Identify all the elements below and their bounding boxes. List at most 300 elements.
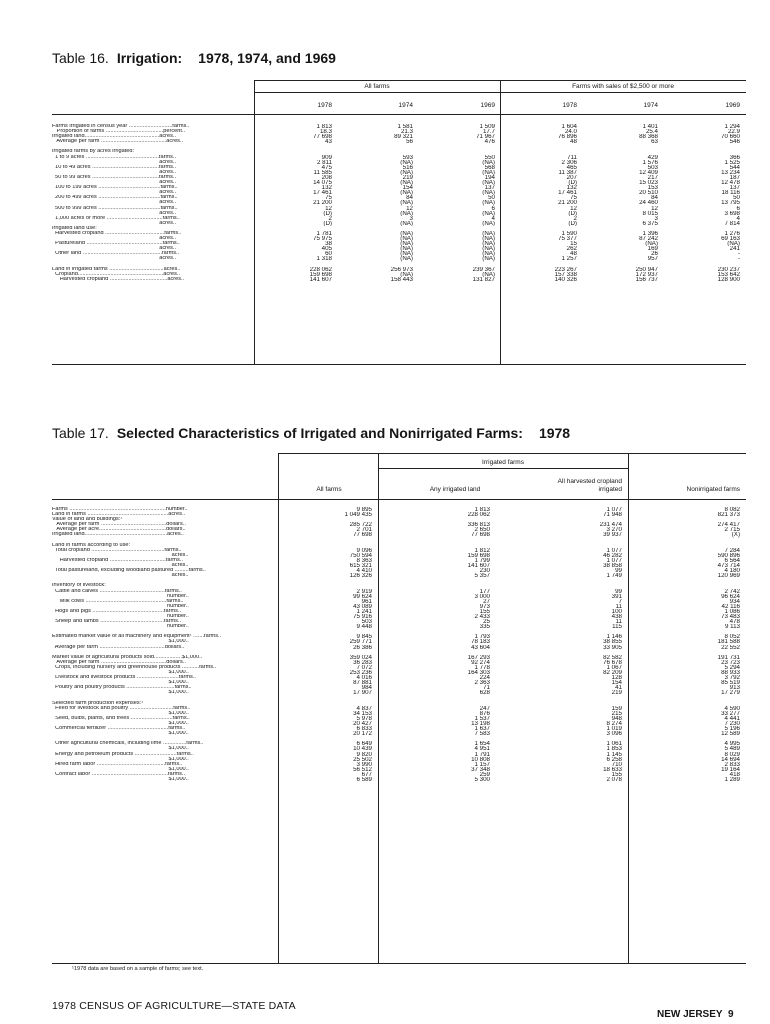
table17-cell: 96 624 bbox=[721, 593, 740, 599]
table16-cell: 153 bbox=[647, 185, 658, 191]
table16-cell: 11 387 bbox=[558, 169, 577, 175]
table17-cell: 3 096 bbox=[606, 731, 622, 737]
table16-cell: 159 698 bbox=[309, 271, 332, 277]
table17-cell: 1 289 bbox=[724, 776, 740, 783]
table17-cell: 2 715 bbox=[724, 527, 740, 533]
table17-cell: 7 230 bbox=[724, 720, 740, 727]
table17-row-label: Average per acre...........................................dollars.. bbox=[52, 527, 186, 533]
table16-col-1974-sales bbox=[598, 124, 658, 282]
table17-cell: 6 258 bbox=[606, 756, 622, 762]
table16-cell: 169 bbox=[647, 246, 658, 252]
table16-cell: 194 bbox=[484, 174, 495, 181]
table16-cell: 405 bbox=[321, 246, 332, 252]
table17-cell: 87 881 bbox=[353, 680, 372, 686]
table17-header-rule bbox=[52, 499, 746, 500]
table16-cell: 208 bbox=[321, 174, 332, 181]
table16-cell: 11 585 bbox=[313, 169, 332, 175]
table16-cell: 1 276 bbox=[724, 230, 740, 237]
table16-row-label: Farms irrigated in census year ............................farms.. bbox=[52, 124, 190, 129]
table16-row-label: Land in irrigated farms ...................................acres.. bbox=[52, 266, 181, 272]
table16-cell: 17.7 bbox=[482, 129, 495, 135]
table17-cell: 41 bbox=[615, 685, 622, 691]
table17-cell: 8 363 bbox=[356, 557, 372, 564]
table17-col-harvested-irrigated bbox=[562, 507, 622, 782]
table17-col-nonirrigated: Nonirrigated farms bbox=[686, 486, 740, 493]
table16-cell: 3 bbox=[654, 215, 658, 221]
table16-cell: 2 811 bbox=[316, 159, 332, 165]
table17-cell: 984 bbox=[361, 685, 372, 691]
table17-cell: 1 749 bbox=[606, 573, 622, 579]
table16-cell: 12 409 bbox=[639, 169, 658, 175]
table16-cell: 239 367 bbox=[472, 266, 495, 272]
table17-row-label: $1,000.. bbox=[52, 766, 189, 772]
table17-divider bbox=[628, 453, 629, 963]
table17-name: Selected Characteristics of Irrigated and Nonirrigated Farms: bbox=[116, 425, 523, 441]
table17-cell: 25 bbox=[483, 619, 490, 625]
table17-col-harvested: All harvested cropland irrigated bbox=[557, 478, 622, 493]
table17-cell: 590 896 bbox=[717, 552, 740, 558]
table17-cell: 438 bbox=[611, 613, 622, 620]
table17-cell: 7 072 bbox=[356, 664, 372, 670]
table17-cell: 4 951 bbox=[474, 746, 490, 752]
table17-row-label: Contract labor .................................................farms.. bbox=[52, 771, 186, 777]
table17-cell: 82 209 bbox=[603, 670, 622, 676]
table16-cell: 14 075 bbox=[313, 180, 332, 186]
table17-label: Table 17. bbox=[52, 425, 109, 441]
table17-cell: 7 583 bbox=[474, 731, 490, 737]
table16-cell: 156 737 bbox=[635, 276, 658, 282]
table16-cell: (NA) bbox=[482, 271, 495, 277]
table17-cell: 5 294 bbox=[724, 664, 740, 670]
table17-cell: 78 183 bbox=[471, 639, 490, 645]
table17-row-label: number.. bbox=[52, 593, 189, 599]
table17-cell: 92 274 bbox=[471, 659, 490, 665]
table16-cell: 711 bbox=[567, 154, 577, 160]
table16-cell: 75 bbox=[325, 195, 332, 201]
table17-cell: 5 978 bbox=[356, 715, 372, 721]
table17-cell: 2 919 bbox=[356, 588, 372, 594]
table17-cell: 39 937 bbox=[603, 532, 622, 538]
table16-row-label: acres.. bbox=[52, 220, 177, 226]
t16-col-year: 1978 bbox=[317, 102, 332, 109]
table16-cell: (NA) bbox=[400, 200, 413, 206]
table17-top-rule bbox=[278, 453, 746, 454]
table16-cell: 476 bbox=[484, 139, 495, 145]
table17-cell: 100 bbox=[611, 608, 622, 614]
table16-cell: (NA) bbox=[482, 251, 495, 257]
table17-cell: 934 bbox=[729, 598, 740, 604]
footer-state-page: NEW JERSEY 9 bbox=[657, 1009, 734, 1020]
table16-col-1969-all bbox=[435, 124, 495, 282]
table17-cell: 4 590 bbox=[724, 705, 740, 711]
table16-cell: 12 bbox=[570, 205, 577, 211]
table17-cell: 18 633 bbox=[603, 766, 622, 772]
table16-cell: (D) bbox=[323, 220, 332, 226]
table17-cell: 677 bbox=[361, 771, 372, 777]
table17-row-label: Poultry and poultry products ...............................farms.. bbox=[52, 685, 192, 691]
table16-cell: 219 bbox=[402, 174, 413, 181]
table16-cell: (NA) bbox=[400, 256, 413, 262]
table16-cell: - bbox=[737, 251, 740, 257]
table16-cell: 69 163 bbox=[721, 236, 740, 242]
table16-cell: 50 bbox=[488, 195, 495, 201]
table17-row-label: Hogs and pigs ..............................................farms.. bbox=[52, 608, 182, 614]
table17-row-label: Market value of agricultural products sold..................$1,000.. bbox=[52, 654, 203, 660]
table17-bottom-rule bbox=[52, 963, 746, 964]
table16-cell: 26 bbox=[651, 251, 658, 257]
table17-cell: 10 808 bbox=[471, 756, 490, 762]
table16-cell: 516 bbox=[402, 164, 413, 170]
table16-cell: 544 bbox=[729, 164, 740, 170]
table17-cell: 1 157 bbox=[474, 761, 490, 767]
table16-cell: (NA) bbox=[482, 200, 495, 206]
footer-census-title: 1978 CENSUS OF AGRICULTURE—STATE DATA bbox=[52, 1000, 296, 1012]
table16-cell: 18 116 bbox=[721, 190, 740, 196]
table16-cell: 128 900 bbox=[717, 276, 740, 282]
table17-cell: 11 bbox=[615, 603, 622, 609]
table17-cell: 6 833 bbox=[356, 726, 372, 732]
table16-col-1978-all bbox=[272, 124, 332, 282]
table17-cell: 4 995 bbox=[724, 741, 740, 747]
table17-cell: 115 bbox=[612, 624, 622, 630]
t16-col-year: 1969 bbox=[480, 102, 495, 109]
table17-cell: 33 277 bbox=[721, 710, 740, 716]
table16-row-label: Cropland.......................................................acres.. bbox=[52, 271, 181, 277]
table17-cell: 228 062 bbox=[467, 512, 490, 518]
table16-cell: 475 bbox=[321, 164, 332, 170]
table16-cell: (NA) bbox=[400, 251, 413, 257]
table16-cell: 1 581 bbox=[397, 124, 413, 130]
table16-cell: 132 bbox=[321, 185, 332, 191]
table16-cell: 366 bbox=[729, 154, 740, 160]
table16-cell: 1 576 bbox=[642, 159, 658, 165]
table17-cell: 7 bbox=[618, 598, 622, 604]
table17-cell: 36 283 bbox=[353, 659, 372, 665]
table16-cell: (NA) bbox=[400, 230, 413, 237]
table17-cell: 177 bbox=[479, 588, 490, 594]
table16-cell: (NA) bbox=[482, 230, 495, 237]
table17-cell: 961 bbox=[361, 598, 372, 604]
table17-cell: 1 077 bbox=[606, 507, 622, 513]
table16-cell: (NA) bbox=[400, 159, 413, 165]
table16-cell: 76 896 bbox=[558, 134, 577, 140]
table17-cell: 9 448 bbox=[356, 624, 372, 630]
table17-cell: 1 241 bbox=[356, 608, 372, 614]
table16-cell: (NA) bbox=[482, 241, 495, 247]
table17-cell: (X) bbox=[731, 532, 740, 538]
table16-cell: (D) bbox=[568, 180, 577, 186]
table17-cell: 126 326 bbox=[349, 573, 372, 579]
table17-cell: 224 bbox=[479, 675, 490, 681]
table16-cell: 24 460 bbox=[639, 200, 658, 206]
table17-cell: 25 502 bbox=[353, 756, 372, 762]
table17-cell: 167 293 bbox=[467, 654, 490, 660]
table17-cell: 9 096 bbox=[356, 547, 372, 553]
table17-cell: 2 701 bbox=[356, 527, 372, 533]
table17-cell: 285 722 bbox=[349, 522, 372, 528]
table16-cell: 1 781 bbox=[316, 230, 332, 237]
table16-cell: 228 062 bbox=[309, 266, 332, 272]
table17-col-nonirrigated bbox=[680, 507, 740, 782]
table17-row-label: Average per farm ..........................................dollars.. bbox=[52, 644, 185, 650]
table16-cell: 256 973 bbox=[390, 266, 413, 272]
table16-cell: (NA) bbox=[482, 236, 495, 242]
table16-cell: (NA) bbox=[482, 190, 495, 196]
table16-row-label: acres.. bbox=[52, 236, 177, 242]
table16-cell: 1 590 bbox=[561, 230, 577, 237]
table17-cell: 12 589 bbox=[721, 731, 740, 737]
t16-col-year: 1969 bbox=[725, 102, 740, 109]
table16-cell: (NA) bbox=[482, 246, 495, 252]
table16-cell: 158 443 bbox=[390, 276, 413, 282]
table16-row-label: acres.. bbox=[52, 190, 177, 196]
table17-col-all-farms bbox=[312, 507, 372, 782]
table16-cell: 207 bbox=[566, 174, 577, 181]
table17-cell: 5 196 bbox=[724, 726, 740, 732]
table17-cell: 2 078 bbox=[606, 776, 622, 783]
table16-group-rule bbox=[254, 92, 746, 93]
table17-divider bbox=[378, 453, 379, 963]
table16-cell: 70 660 bbox=[721, 134, 740, 140]
table16-col-1978-sales bbox=[517, 124, 577, 282]
table17-row-label: number.. bbox=[52, 624, 189, 630]
table16-cell: 1 401 bbox=[642, 124, 658, 130]
table17-cell: 274 417 bbox=[717, 522, 740, 528]
table17-cell: 141 607 bbox=[467, 563, 490, 569]
table17-cell: 1 791 bbox=[474, 751, 490, 757]
table16-cell: 1 318 bbox=[316, 256, 332, 262]
table17-cell: 71 bbox=[483, 685, 490, 691]
table16-cell: 20 510 bbox=[639, 190, 658, 196]
table16-cell: (NA) bbox=[482, 159, 495, 165]
table17-cell: 82 582 bbox=[603, 654, 622, 660]
table16-cell: 18.3 bbox=[319, 129, 332, 135]
table17-cell: 215 bbox=[611, 710, 622, 716]
table16-row-label: Irrigated land................................................acres.. bbox=[52, 134, 177, 140]
table16-row-label: Proportion of farms .....................................percent.. bbox=[52, 129, 186, 135]
table17-row-label: Sheep and lambs .........................................farms.. bbox=[52, 619, 182, 625]
table17-cell: 8 052 bbox=[724, 634, 740, 640]
table17-cell: 1 049 435 bbox=[344, 512, 372, 518]
table17-row-label: Total pastureland, excluding woodland pastured .........farms.. bbox=[52, 568, 206, 574]
table17-cell: 9 845 bbox=[356, 634, 372, 640]
table16-row-label: acres.. bbox=[52, 169, 177, 175]
table16-cell: (NA) bbox=[482, 210, 495, 216]
table17-cell: 7 284 bbox=[724, 547, 740, 553]
table16-cell: 2 306 bbox=[561, 159, 577, 165]
table16-cell: (NA) bbox=[400, 271, 413, 277]
table16-cell: 21 200 bbox=[313, 200, 332, 206]
table16-row-label: acres.. bbox=[52, 246, 177, 252]
table17-row-label: Average per farm ..........................................dollars.. bbox=[52, 659, 186, 665]
table16-cell: 140 326 bbox=[554, 276, 577, 282]
table16-cell: 89 321 bbox=[394, 134, 413, 140]
table17-cell: 77 698 bbox=[471, 532, 490, 538]
table17-cell: 628 bbox=[479, 690, 490, 696]
table17-cell: 1 019 bbox=[606, 726, 622, 732]
table16-cell: 957 bbox=[647, 256, 658, 262]
table16-label: Table 16. bbox=[52, 50, 109, 66]
table17-cell: 17 279 bbox=[721, 690, 740, 696]
table17-cell: 19 164 bbox=[721, 766, 740, 772]
table17-cell: 120 969 bbox=[717, 573, 740, 579]
table17-cell: 1 067 bbox=[606, 664, 622, 670]
table17-cell: 231 474 bbox=[599, 522, 622, 528]
table16-cell: 1 525 bbox=[724, 159, 740, 165]
table16-cell: 3 bbox=[409, 215, 413, 221]
table17-cell: 10 439 bbox=[353, 746, 372, 752]
table17-cell: 164 303 bbox=[467, 670, 490, 676]
table17-group-irrigated: Irrigated farms bbox=[482, 459, 524, 466]
table16-cell: 13 234 bbox=[721, 169, 740, 175]
table16-cell: 15 bbox=[570, 241, 577, 247]
table16-cell: 77 698 bbox=[313, 134, 332, 140]
table17-cell: 4 837 bbox=[356, 705, 372, 711]
table17-row-label: $1,000.. bbox=[52, 680, 189, 686]
table16-cell: 38 bbox=[325, 241, 332, 247]
table16-cell: (NA) bbox=[400, 180, 413, 186]
table17-col-any-irrigated bbox=[430, 507, 490, 782]
table17-cell: 5 489 bbox=[724, 746, 740, 752]
table17-footnote: ¹1978 data are based on a sample of farms; see text. bbox=[72, 966, 204, 972]
table16-cell: 223 267 bbox=[554, 266, 577, 272]
table16-cell: (D) bbox=[568, 210, 577, 216]
table16-cell: 6 375 bbox=[642, 220, 658, 226]
table16-cell: 50 bbox=[733, 195, 740, 201]
table16-cell: 12 478 bbox=[721, 180, 740, 186]
table16-row-label: Average per farm ..........................................acres.. bbox=[52, 139, 184, 145]
t16-col-year: 1974 bbox=[398, 102, 413, 109]
table17-cell: 1 077 bbox=[606, 547, 622, 553]
table16-row-label: Irrigated land use: bbox=[52, 225, 97, 231]
table17-cell: 42 116 bbox=[721, 603, 740, 609]
table16-cell: 48 bbox=[570, 251, 577, 257]
table17-row-label: $1,000.. bbox=[52, 710, 189, 716]
table17-row-label: $1,000.. bbox=[52, 690, 189, 696]
table16-cell: (NA) bbox=[400, 236, 413, 242]
table16-row-label: acres.. bbox=[52, 159, 177, 165]
table17-row-label: Land in farms ....................................................acres.. bbox=[52, 512, 186, 518]
table16-cell: (NA) bbox=[482, 220, 495, 226]
table17-row-label: number.. bbox=[52, 603, 189, 609]
table16-cell: 6 bbox=[736, 205, 740, 211]
table16-cell: (NA) bbox=[400, 241, 413, 247]
table16-cell: 241 bbox=[729, 246, 740, 252]
table16-cell: 71 967 bbox=[476, 134, 495, 140]
table16-row-label: acres.. bbox=[52, 180, 177, 186]
table17-cell: 8 082 bbox=[724, 507, 740, 513]
table17-row-label: Land in farms according to use: bbox=[52, 542, 131, 548]
table17-cell: 4 180 bbox=[724, 568, 740, 574]
table17-row-label: Feed for livestock and poultry ............................farms.. bbox=[52, 705, 191, 711]
table17-cell: 155 bbox=[479, 608, 490, 614]
table16-cell: 568 bbox=[484, 164, 495, 170]
table16-cell: 4 bbox=[736, 215, 740, 221]
table16-header-rule bbox=[52, 114, 746, 115]
table17-cell: 14 694 bbox=[721, 756, 740, 762]
table17-cell: 1 086 bbox=[724, 608, 740, 614]
table16-cell: 503 bbox=[647, 164, 658, 170]
table16-cell: (NA) bbox=[400, 190, 413, 196]
table17-cell: 948 bbox=[611, 715, 622, 721]
table17-cell: 876 bbox=[479, 710, 490, 716]
table17-cell: 99 624 bbox=[353, 593, 372, 599]
table16-cell: 87 242 bbox=[639, 236, 658, 242]
table16-row-label: 1 to 9 acres ...............................................farms.. bbox=[52, 154, 177, 160]
table17-cell: 20 427 bbox=[353, 720, 372, 727]
table17-cell: 159 698 bbox=[467, 552, 490, 558]
table16-group-all: All farms bbox=[364, 83, 390, 90]
table17-cell: 1 812 bbox=[474, 547, 490, 553]
table16-cell: 137 bbox=[729, 185, 740, 191]
table17-cell: 418 bbox=[729, 771, 740, 777]
table16-cell: 6 bbox=[491, 205, 495, 211]
table16-cell: 154 bbox=[402, 185, 413, 191]
table17-row-label: Hired farm labor ............................................farms.. bbox=[52, 761, 183, 767]
table16-cell: (NA) bbox=[400, 169, 413, 175]
table17-cell: 9 113 bbox=[724, 624, 740, 630]
table16-col-1969-sales bbox=[680, 124, 740, 282]
table16-cell: 15 023 bbox=[639, 180, 658, 186]
table17-cell: 26 386 bbox=[353, 644, 372, 650]
table16-cell: 465 bbox=[566, 164, 577, 170]
table17-row-label: acres.. bbox=[52, 573, 189, 579]
table17-stub-rule bbox=[278, 453, 279, 963]
table17-row-label: acres.. bbox=[52, 563, 189, 569]
table17-cell: 73 483 bbox=[721, 613, 740, 620]
table16-cell: 17 461 bbox=[558, 190, 577, 196]
table16-name: Irrigation: bbox=[116, 50, 183, 66]
table16-cell: 3 698 bbox=[724, 210, 740, 216]
table17-cell: 155 bbox=[611, 771, 622, 777]
table17-cell: 259 bbox=[479, 771, 490, 777]
table17-row-label: $1,000.. bbox=[52, 639, 189, 645]
table17-cell: 4 410 bbox=[356, 568, 372, 574]
table17-cell: 20 172 bbox=[353, 731, 372, 737]
table17-cell: 230 bbox=[479, 568, 490, 574]
table16-col-1974-all bbox=[353, 124, 413, 282]
table16-row-label: acres.. bbox=[52, 256, 177, 262]
table17-cell: 38 855 bbox=[603, 639, 622, 645]
table16-row-label: Pastureland .................................................farms.. bbox=[52, 241, 180, 247]
table16-cell: (D) bbox=[568, 220, 577, 226]
table17-cell: 1 537 bbox=[474, 715, 490, 721]
table17-row-label: Value of land and buildings:¹ bbox=[52, 517, 123, 523]
table16-cell: 550 bbox=[484, 154, 495, 160]
table16-cell: 593 bbox=[402, 154, 413, 160]
table17-cell: 4 441 bbox=[724, 715, 740, 721]
table17-cell: 503 bbox=[361, 619, 372, 625]
table16-row-label: 200 to 499 acres ........................................farms.. bbox=[52, 195, 178, 201]
table17-cell: 8 274 bbox=[606, 720, 622, 727]
table17-cell: 6 564 bbox=[724, 557, 740, 564]
table17-cell: 23 723 bbox=[721, 659, 740, 665]
table16-cell: 48 bbox=[570, 139, 577, 145]
table17-cell: 159 bbox=[611, 705, 622, 711]
table17-col-all: All farms bbox=[316, 486, 342, 493]
table17-cell: 391 bbox=[611, 593, 622, 599]
table17-cell: 154 bbox=[611, 680, 622, 686]
table17-cell: 253 236 bbox=[349, 670, 372, 676]
table17-cell: 99 bbox=[615, 588, 622, 594]
table17-row-label: number.. bbox=[52, 613, 189, 619]
table16-cell: 21 200 bbox=[558, 200, 577, 206]
t16-col-year: 1978 bbox=[562, 102, 577, 109]
table16-cell: (NA) bbox=[482, 180, 495, 186]
table17-row-label: Harvested cropland ....................................farms.. bbox=[52, 557, 183, 563]
table16-cell: 84 bbox=[406, 195, 413, 201]
table16-cell: 12 bbox=[651, 205, 658, 211]
